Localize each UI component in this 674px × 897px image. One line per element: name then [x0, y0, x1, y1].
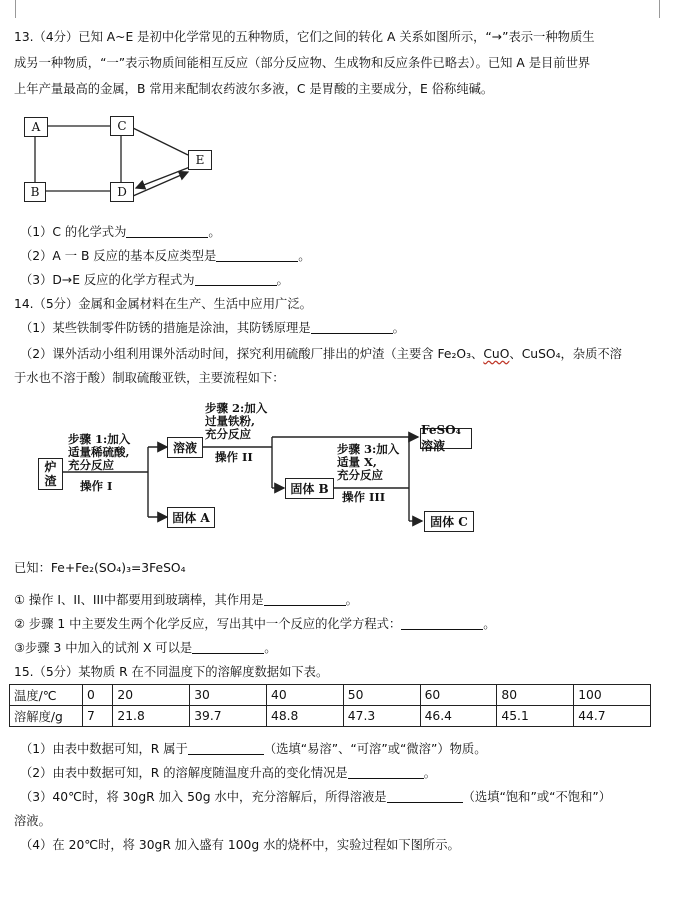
flow-op1-label: 操作 I: [80, 479, 113, 493]
flow-box-solid-c: 固体 C: [424, 511, 474, 532]
q13-stem-line3: 上年产量最高的金属，B 常用来配制农药波尔多液，C 是胃酸的主要成分，E 俗称纯碱。: [14, 82, 494, 96]
table-cell: 80: [497, 685, 574, 706]
flow-box-slag: 炉渣: [38, 458, 63, 490]
table-header-solubility: 溶解度/g: [10, 706, 83, 727]
q14-question-2: ② 步骤 1 中主要发生两个化学反应，写出其中一个反应的化学方程式： 。: [14, 617, 496, 631]
q15-stem: 15.（5分）某物质 R 在不同温度下的溶解度数据如下表。: [14, 665, 329, 679]
answer-blank[interactable]: [192, 641, 264, 654]
node-e: E: [188, 150, 212, 170]
q15-sub2: （2）由表中数据可知，R 的溶解度随温度升高的变化情况是 。: [20, 766, 437, 780]
table-row: [10, 706, 651, 727]
flow-box-solution: 溶液: [167, 437, 203, 458]
table-cell: 47.3: [343, 706, 420, 727]
flow-step2-label: 步骤 2:加入 过量铁粉, 充分反应: [205, 401, 268, 441]
q14-sub2-line1: （2）课外活动小组利用课外活动时间，探究利用硫酸厂排出的炉渣（主要含 Fe₂O₃、CuO、CuSO₄，杂质不溶: [20, 347, 622, 361]
table-cell: 30: [190, 685, 267, 706]
table-cell: 44.7: [574, 706, 651, 727]
flow-step1-label: 步骤 1:加入 适量稀硫酸, 充分反应: [68, 432, 131, 472]
q13-sub2: （2）A 一 B 反应的基本反应类型是 。: [20, 249, 311, 263]
answer-blank[interactable]: [188, 742, 264, 755]
wavy-underlined-cuo: CuO: [483, 347, 510, 361]
q13-stem-line2: 成另一种物质，“一”表示物质间能相互反应（部分反应物、生成物和反应条件已略去）。已知 A 是目前世界: [14, 56, 591, 70]
table-cell: 40: [267, 685, 344, 706]
flow-box-solid-b: 固体 B: [285, 478, 334, 499]
table-cell: 20: [113, 685, 190, 706]
node-b: B: [24, 182, 46, 202]
q15-sub1: （1）由表中数据可知，R 属于 （选填“易溶”、“可溶”或“微溶”）物质。: [20, 742, 487, 756]
table-cell: 45.1: [497, 706, 574, 727]
q14-stem: 14.（5分）金属和金属材料在生产、生活中应用广泛。: [14, 297, 312, 311]
q14-known-equation: 已知：Fe+Fe₂(SO₄)₃=3FeSO₄: [14, 561, 186, 575]
table-cell: 50: [343, 685, 420, 706]
table-cell: 21.8: [113, 706, 190, 727]
node-a: A: [24, 117, 48, 137]
answer-blank[interactable]: [401, 617, 483, 630]
node-d: D: [110, 182, 134, 202]
q14-question-3: ③步骤 3 中加入的试剂 X 可以是 。: [14, 641, 277, 655]
answer-blank[interactable]: [264, 593, 346, 606]
q15-sub3-line2: 溶液。: [14, 814, 51, 828]
flow-step3-label: 步骤 3:加入 适量 X, 充分反应: [337, 442, 400, 482]
table-cell: 100: [574, 685, 651, 706]
q13-stem-line1: 13.（4分）已知 A~E 是初中化学常见的五种物质，它们之间的转化 A 关系如图所示，“→”表示一种物质生: [14, 30, 595, 44]
flow-box-solid-a: 固体 A: [167, 507, 215, 528]
solubility-table: [9, 684, 651, 727]
q13-sub1: （1）C 的化学式为 。: [20, 225, 221, 239]
q14-question-1: ① 操作 I、II、III中都要用到玻璃棒，其作用是 。: [14, 593, 358, 607]
q15-sub4: （4）在 20℃时，将 30gR 加入盛有 100g 水的烧杯中，实验过程如下图所示。: [20, 838, 460, 852]
table-cell: 46.4: [420, 706, 497, 727]
q14-sub1: （1）某些铁制零件防锈的措施是涂油，其防锈原理是 。: [20, 321, 405, 335]
table-cell: 39.7: [190, 706, 267, 727]
q15-sub3-line1: （3）40℃时，将 30gR 加入 50g 水中，充分溶解后，所得溶液是 （选填“饱和”或“不饱和”）: [20, 790, 612, 804]
flow-op3-label: 操作 III: [342, 490, 386, 504]
table-cell: 60: [420, 685, 497, 706]
table-cell: 0: [83, 685, 113, 706]
node-c: C: [110, 116, 134, 136]
table-row: [10, 685, 651, 706]
q13-sub3: （3）D→E 反应的化学方程式为 。: [20, 273, 289, 287]
table-cell: 48.8: [267, 706, 344, 727]
table-cell: 7: [83, 706, 113, 727]
answer-blank[interactable]: [348, 766, 424, 779]
answer-blank[interactable]: [387, 790, 463, 803]
flow-box-feso4-solution: FeSO₄溶液: [420, 428, 472, 449]
q14-sub2-line2: 于水也不溶于酸）制取硫酸亚铁，主要流程如下：: [14, 371, 285, 385]
table-header-temperature: 温度/℃: [10, 685, 83, 706]
flow-op2-label: 操作 II: [215, 450, 253, 464]
